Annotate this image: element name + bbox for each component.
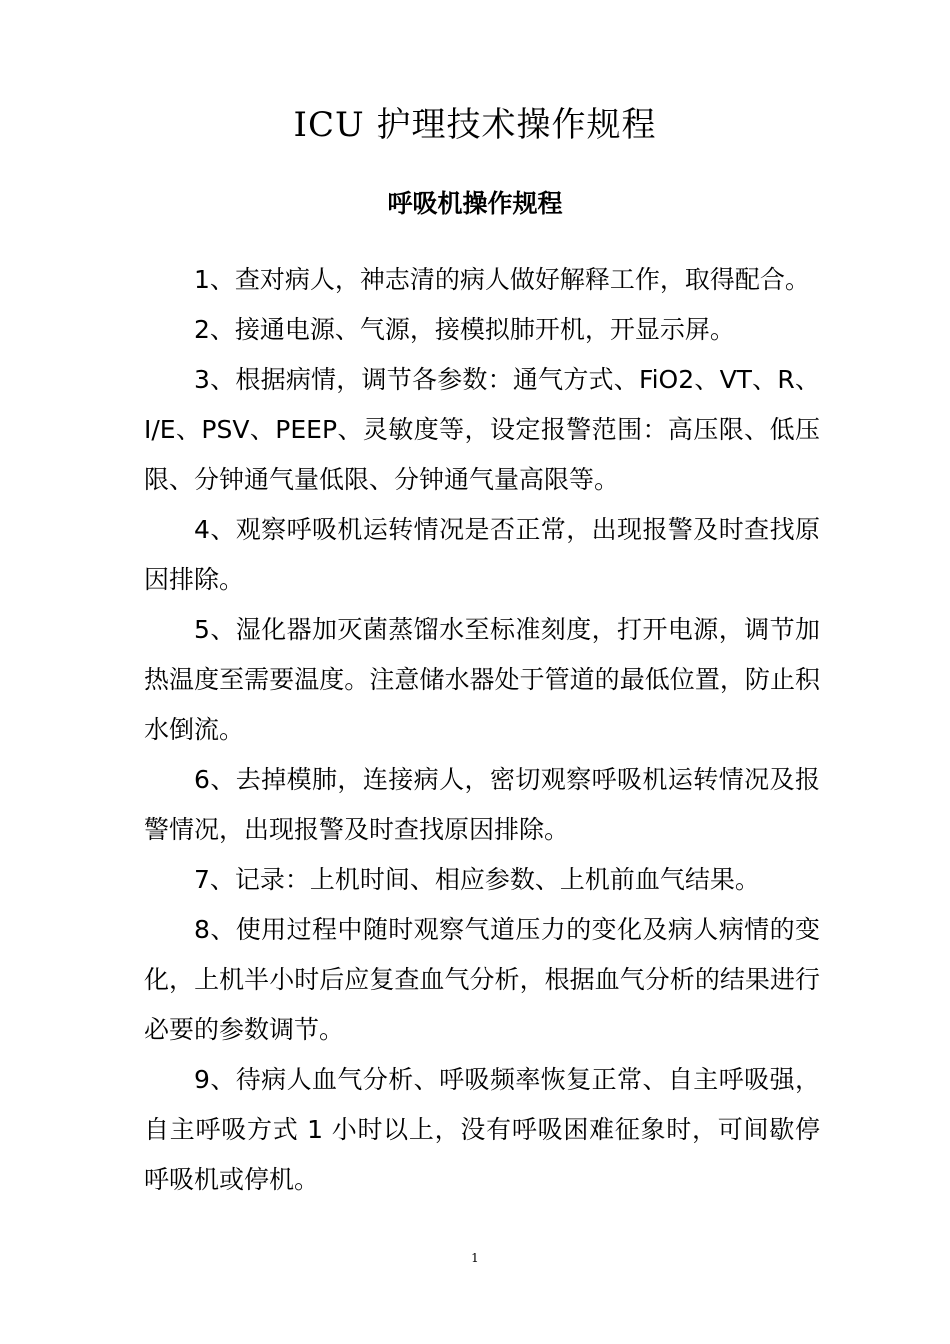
- step-8-paragraph: 8、使用过程中随时观察气道压力的变化及病人病情的变化，上机半小时后应复查血气分析，根据血气分析的结果进行必要的参数调节。: [144, 915, 820, 1044]
- step-4-paragraph: 4、观察呼吸机运转情况是否正常，出现报警及时查找原因排除。: [144, 515, 820, 594]
- page-number: 1: [471, 1251, 479, 1265]
- step-3-paragraph: 3、根据病情，调节各参数：通气方式、FiO2、VT、R、I/E、PSV、PEEP、灵敏度等，设定报警范围：高压限、低压限、分钟通气量低限、分钟通气量高限等。: [144, 365, 820, 494]
- step-9-paragraph: 9、待病人血气分析、呼吸频率恢复正常、自主呼吸强，自主呼吸方式 1 小时以上，没有呼吸困难征象时，可间歇停呼吸机或停机。: [144, 1065, 820, 1194]
- step-2-paragraph: 2、接通电源、气源，接模拟肺开机，开显示屏。: [194, 315, 735, 344]
- step-5-paragraph: 5、湿化器加灭菌蒸馏水至标准刻度，打开电源，调节加热温度至需要温度。注意储水器处于管道的最低位置，防止积水倒流。: [144, 615, 820, 744]
- document-title: ICU 护理技术操作规程: [293, 105, 657, 145]
- step-6-paragraph: 6、去掉模肺，连接病人，密切观察呼吸机运转情况及报警情况，出现报警及时查找原因排除。: [144, 765, 820, 844]
- section-title: 呼吸机操作规程: [387, 189, 563, 218]
- step-7-paragraph: 7、记录：上机时间、相应参数、上机前血气结果。: [194, 865, 760, 894]
- step-1-paragraph: 1、查对病人，神志清的病人做好解释工作，取得配合。: [194, 265, 810, 294]
- procedure-steps: [144, 255, 820, 1205]
